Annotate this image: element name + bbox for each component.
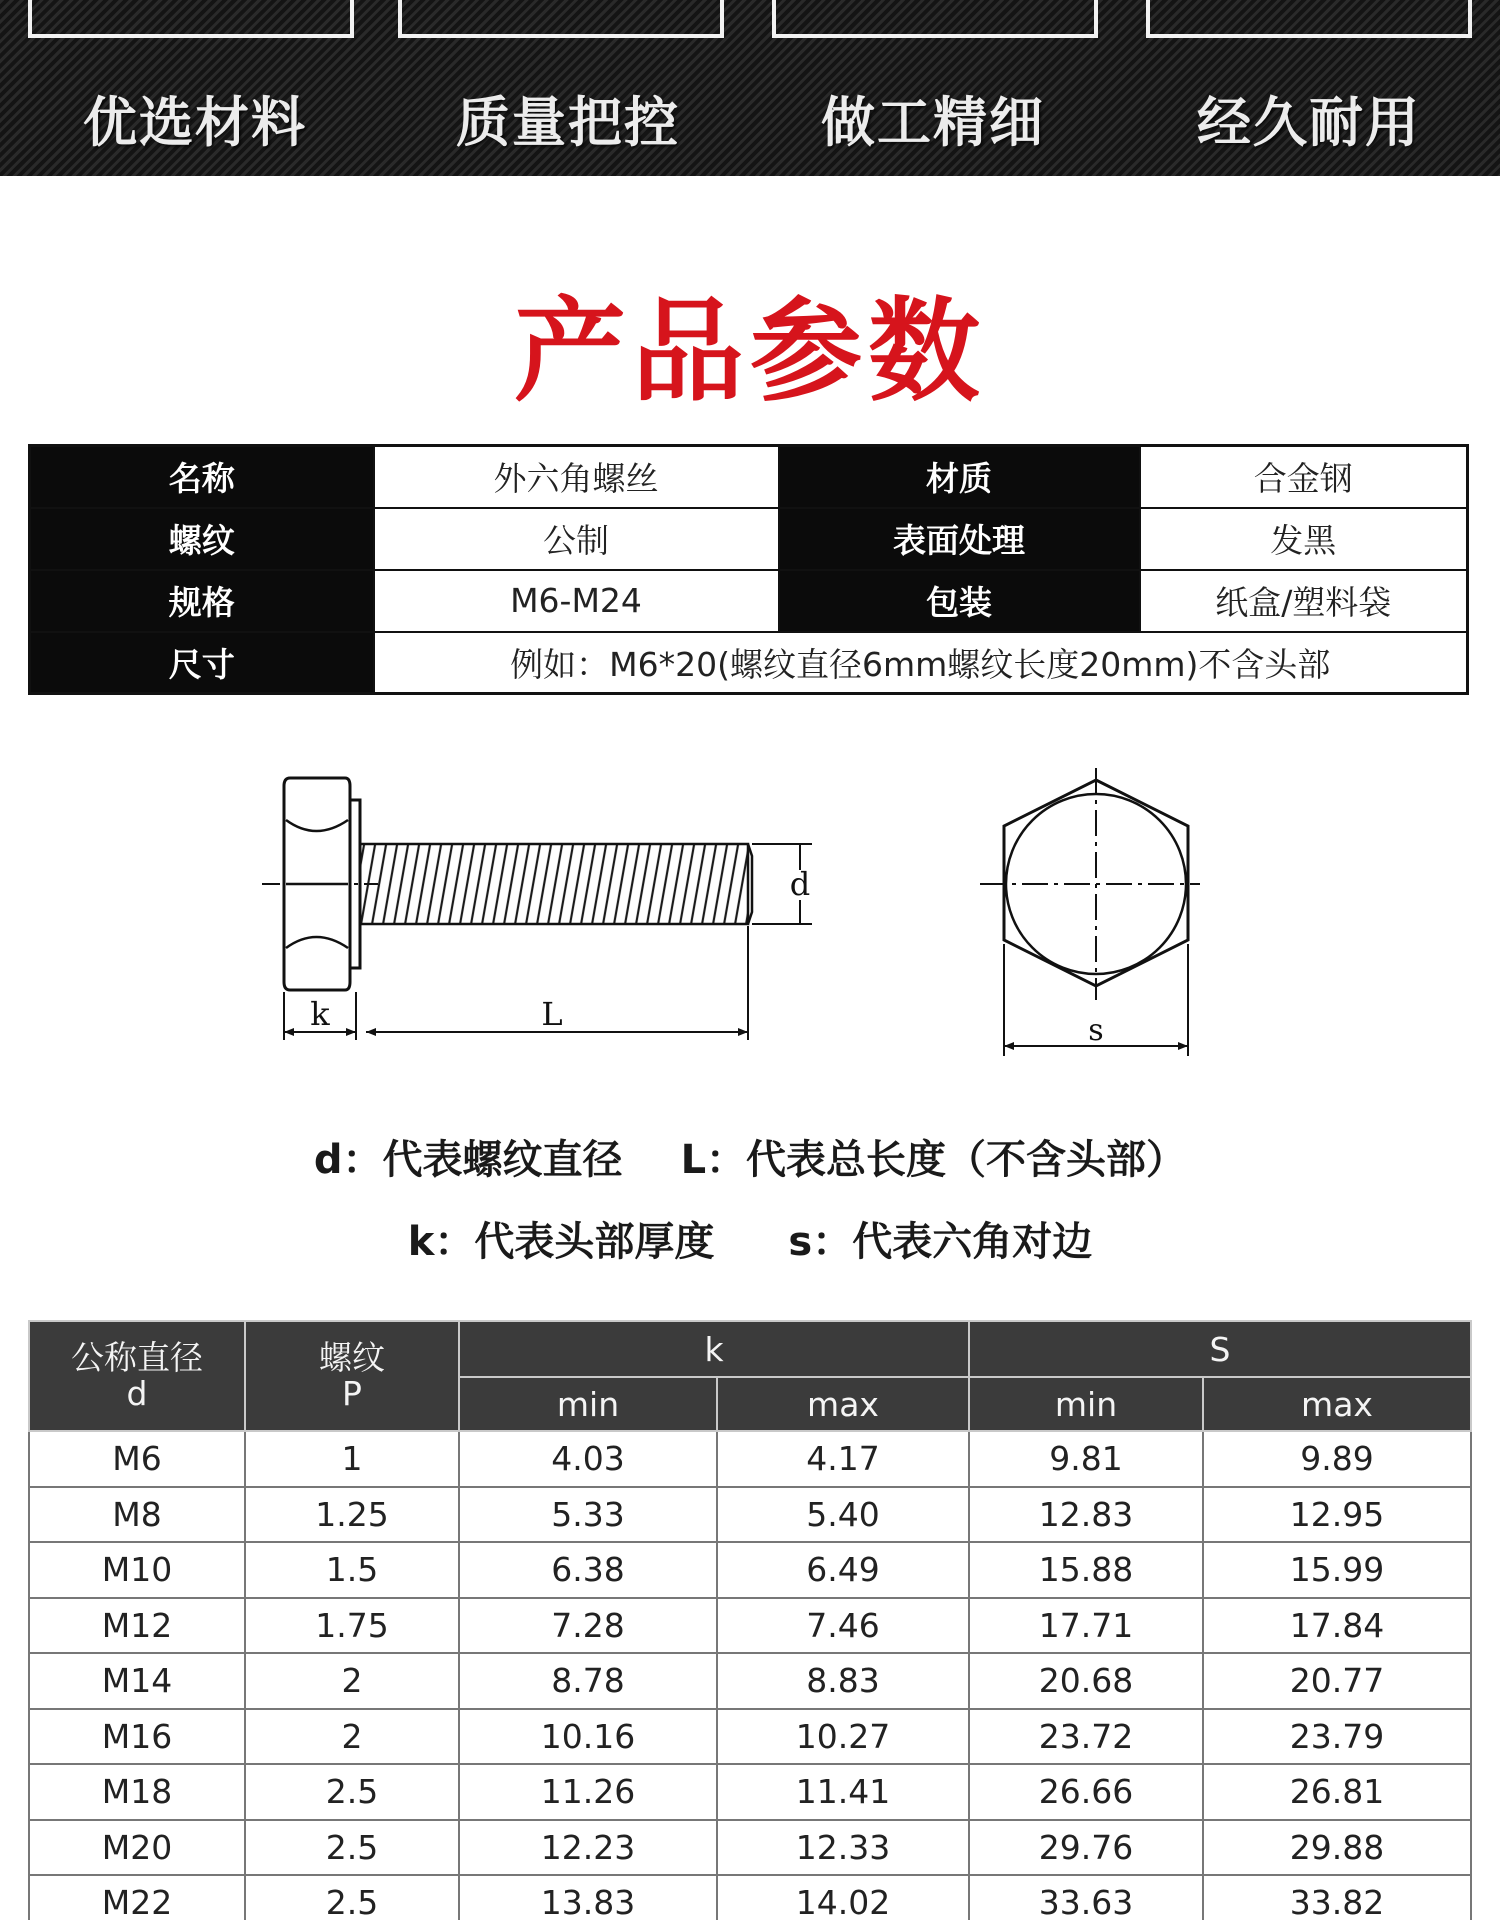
bolt-diagram — [0, 760, 1500, 1080]
banner-label: 优选材料 — [83, 90, 307, 154]
section-title: 产品参数 — [514, 286, 986, 417]
table-cell: M8 — [29, 1487, 245, 1543]
table-cell: 15.88 — [969, 1542, 1203, 1598]
table-cell: 9.81 — [969, 1431, 1203, 1487]
table-cell: M6 — [29, 1431, 245, 1487]
param-value: 纸盒/塑料袋 — [1140, 570, 1468, 632]
table-cell: 26.81 — [1203, 1764, 1471, 1820]
table-cell: 4.17 — [717, 1431, 969, 1487]
table-cell: 20.77 — [1203, 1653, 1471, 1709]
table-cell: M16 — [29, 1709, 245, 1765]
table-cell: 1 — [245, 1431, 459, 1487]
table-cell: 8.83 — [717, 1653, 969, 1709]
header-k-max: max — [717, 1377, 969, 1431]
table-cell: 1.5 — [245, 1542, 459, 1598]
table-cell: M10 — [29, 1542, 245, 1598]
feature-banner — [0, 0, 1500, 176]
table-cell: M20 — [29, 1820, 245, 1876]
table-cell: 9.89 — [1203, 1431, 1471, 1487]
table-cell: 10.16 — [459, 1709, 717, 1765]
banner-frame — [28, 0, 354, 38]
table-cell: M22 — [29, 1875, 245, 1920]
legend-L: L：代表总长度（不含头部） — [680, 1137, 1187, 1183]
table-cell: 14.02 — [717, 1875, 969, 1920]
table-row — [29, 1653, 1471, 1709]
table-row — [29, 1764, 1471, 1820]
table-cell: M12 — [29, 1598, 245, 1654]
table-row — [29, 1709, 1471, 1765]
param-key: 表面处理 — [779, 508, 1140, 570]
legend-line-2 — [0, 1210, 1500, 1267]
table-cell: 11.26 — [459, 1764, 717, 1820]
table-cell: 23.72 — [969, 1709, 1203, 1765]
header-s-min: min — [969, 1377, 1203, 1431]
table-row — [29, 1487, 1471, 1543]
table-cell: 26.66 — [969, 1764, 1203, 1820]
table-cell: 13.83 — [459, 1875, 717, 1920]
banner-label: 做工精细 — [821, 90, 1045, 154]
table-cell: 4.03 — [459, 1431, 717, 1487]
table-cell: 12.83 — [969, 1487, 1203, 1543]
params-row — [30, 446, 1468, 508]
legend-k: k：代表头部厚度 — [407, 1219, 715, 1265]
table-cell: 17.84 — [1203, 1598, 1471, 1654]
table-cell: 6.38 — [459, 1542, 717, 1598]
table-cell: 2.5 — [245, 1820, 459, 1876]
table-cell: 1.75 — [245, 1598, 459, 1654]
param-key: 包装 — [779, 570, 1140, 632]
table-cell: 2.5 — [245, 1875, 459, 1920]
header-s: S — [969, 1321, 1471, 1377]
params-table — [28, 444, 1469, 695]
table-cell: 8.78 — [459, 1653, 717, 1709]
params-row — [30, 508, 1468, 570]
dimensions-body — [29, 1431, 1471, 1920]
table-row — [29, 1875, 1471, 1920]
legend-d: d：代表螺纹直径 — [313, 1137, 623, 1183]
table-cell: 12.95 — [1203, 1487, 1471, 1543]
table-cell: 2 — [245, 1653, 459, 1709]
table-cell: 12.33 — [717, 1820, 969, 1876]
param-key: 尺寸 — [30, 632, 374, 694]
table-cell: 29.76 — [969, 1820, 1203, 1876]
table-cell: 20.68 — [969, 1653, 1203, 1709]
param-key: 名称 — [30, 446, 374, 508]
table-row — [29, 1598, 1471, 1654]
table-cell: M18 — [29, 1764, 245, 1820]
table-cell: 15.99 — [1203, 1542, 1471, 1598]
table-cell: 10.27 — [717, 1709, 969, 1765]
table-cell: 33.63 — [969, 1875, 1203, 1920]
dimensions-table — [28, 1320, 1472, 1920]
bolt-side-view — [262, 778, 812, 1040]
header-k-min: min — [459, 1377, 717, 1431]
table-cell: 12.23 — [459, 1820, 717, 1876]
dim-label-k: k — [310, 995, 330, 1033]
table-row — [29, 1431, 1471, 1487]
table-cell: 1.25 — [245, 1487, 459, 1543]
banner-label: 经久耐用 — [1197, 90, 1421, 154]
table-cell: 5.40 — [717, 1487, 969, 1543]
dim-label-s: s — [1088, 1013, 1104, 1048]
header-k: k — [459, 1321, 969, 1377]
table-cell: 7.46 — [717, 1598, 969, 1654]
param-value: 例如：M6*20(螺纹直径6mm螺纹长度20mm)不含头部 — [374, 632, 1468, 694]
param-value: 合金钢 — [1140, 446, 1468, 508]
table-cell: 2 — [245, 1709, 459, 1765]
dim-label-d: d — [789, 865, 811, 903]
table-cell: 33.82 — [1203, 1875, 1471, 1920]
table-cell: 17.71 — [969, 1598, 1203, 1654]
param-value: 外六角螺丝 — [374, 446, 779, 508]
banner-frame — [1146, 0, 1472, 38]
param-key: 螺纹 — [30, 508, 374, 570]
param-value: M6-M24 — [374, 570, 779, 632]
params-row — [30, 632, 1468, 694]
table-row — [29, 1820, 1471, 1876]
dim-label-L: L — [541, 995, 563, 1033]
header-thread-pitch: 螺纹 P — [245, 1321, 459, 1431]
table-cell: 29.88 — [1203, 1820, 1471, 1876]
banner-frame — [398, 0, 724, 38]
banner-label: 质量把控 — [456, 90, 680, 154]
table-cell: 5.33 — [459, 1487, 717, 1543]
param-key: 材质 — [779, 446, 1140, 508]
table-cell: 11.41 — [717, 1764, 969, 1820]
table-cell: 7.28 — [459, 1598, 717, 1654]
params-row — [30, 570, 1468, 632]
banner-frame — [772, 0, 1098, 38]
table-cell: 23.79 — [1203, 1709, 1471, 1765]
param-key: 规格 — [30, 570, 374, 632]
legend-s: s：代表六角对边 — [788, 1219, 1093, 1265]
header-s-max: max — [1203, 1377, 1471, 1431]
param-value: 发黑 — [1140, 508, 1468, 570]
table-cell: 6.49 — [717, 1542, 969, 1598]
table-cell: 2.5 — [245, 1764, 459, 1820]
table-row — [29, 1542, 1471, 1598]
table-cell: M14 — [29, 1653, 245, 1709]
param-value: 公制 — [374, 508, 779, 570]
header-nominal-diameter: 公称直径 d — [29, 1321, 245, 1431]
legend-line-1 — [0, 1128, 1500, 1185]
